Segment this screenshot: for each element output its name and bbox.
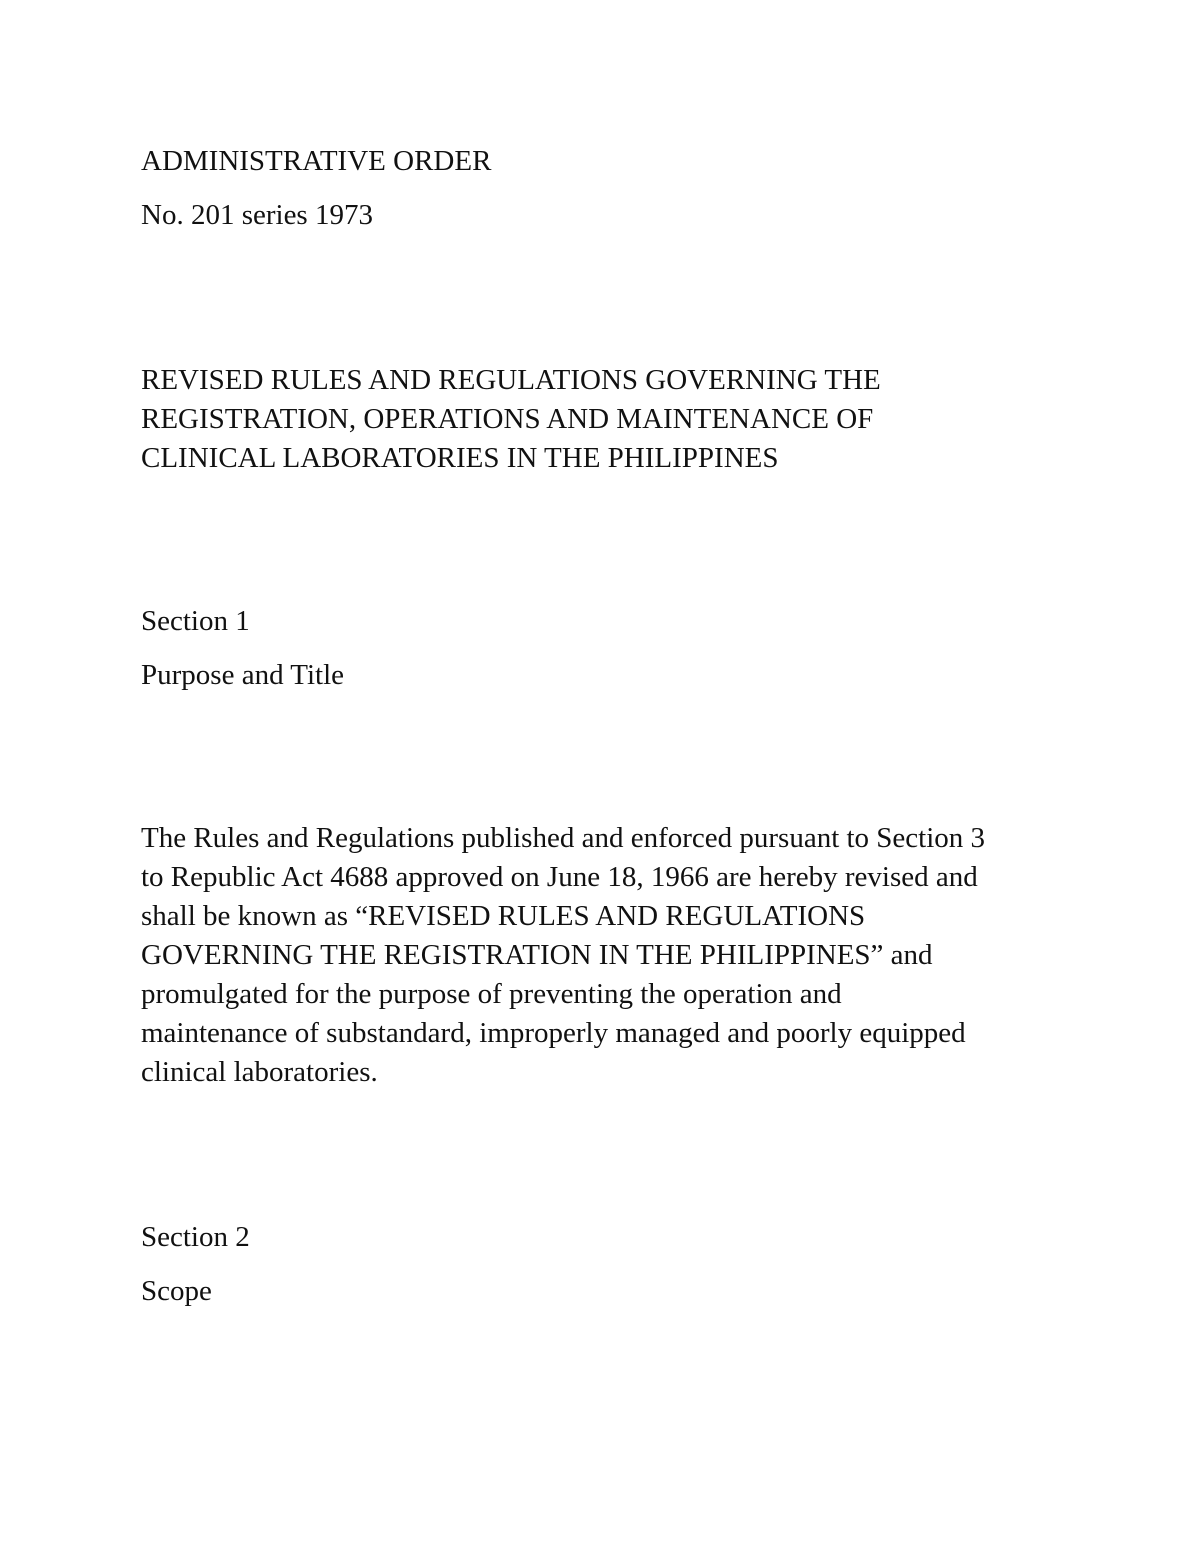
title-line: REVISED RULES AND REGULATIONS GOVERNING THE [141,364,881,396]
body-line: promulgated for the purpose of preventing the operation and [141,978,842,1010]
body-line: The Rules and Regulations published and enforced pursuant to Section 3 [141,822,986,854]
body-line: to Republic Act 4688 approved on June 18, 1966 are hereby revised and [141,861,978,893]
title-line: REGISTRATION, OPERATIONS AND MAINTENANCE OF [141,403,874,435]
section-1-number: Section 1 [141,605,250,637]
body-line: maintenance of substandard, improperly managed and poorly equipped [141,1017,966,1049]
body-line: shall be known as “REVISED RULES AND REGULATIONS [141,900,866,932]
document-title [141,361,881,478]
section-1-body [141,819,985,1092]
section-2-heading: Scope [141,1275,212,1307]
order-number: No. 201 series 1973 [141,199,373,231]
body-line: clinical laboratories. [141,1056,378,1088]
section-2-number: Section 2 [141,1221,250,1253]
body-line: GOVERNING THE REGISTRATION IN THE PHILIPPINES” and [141,939,933,971]
section-1-heading: Purpose and Title [141,659,345,691]
title-line: CLINICAL LABORATORIES IN THE PHILIPPINES [141,442,779,474]
order-type-heading: ADMINISTRATIVE ORDER [141,145,492,177]
